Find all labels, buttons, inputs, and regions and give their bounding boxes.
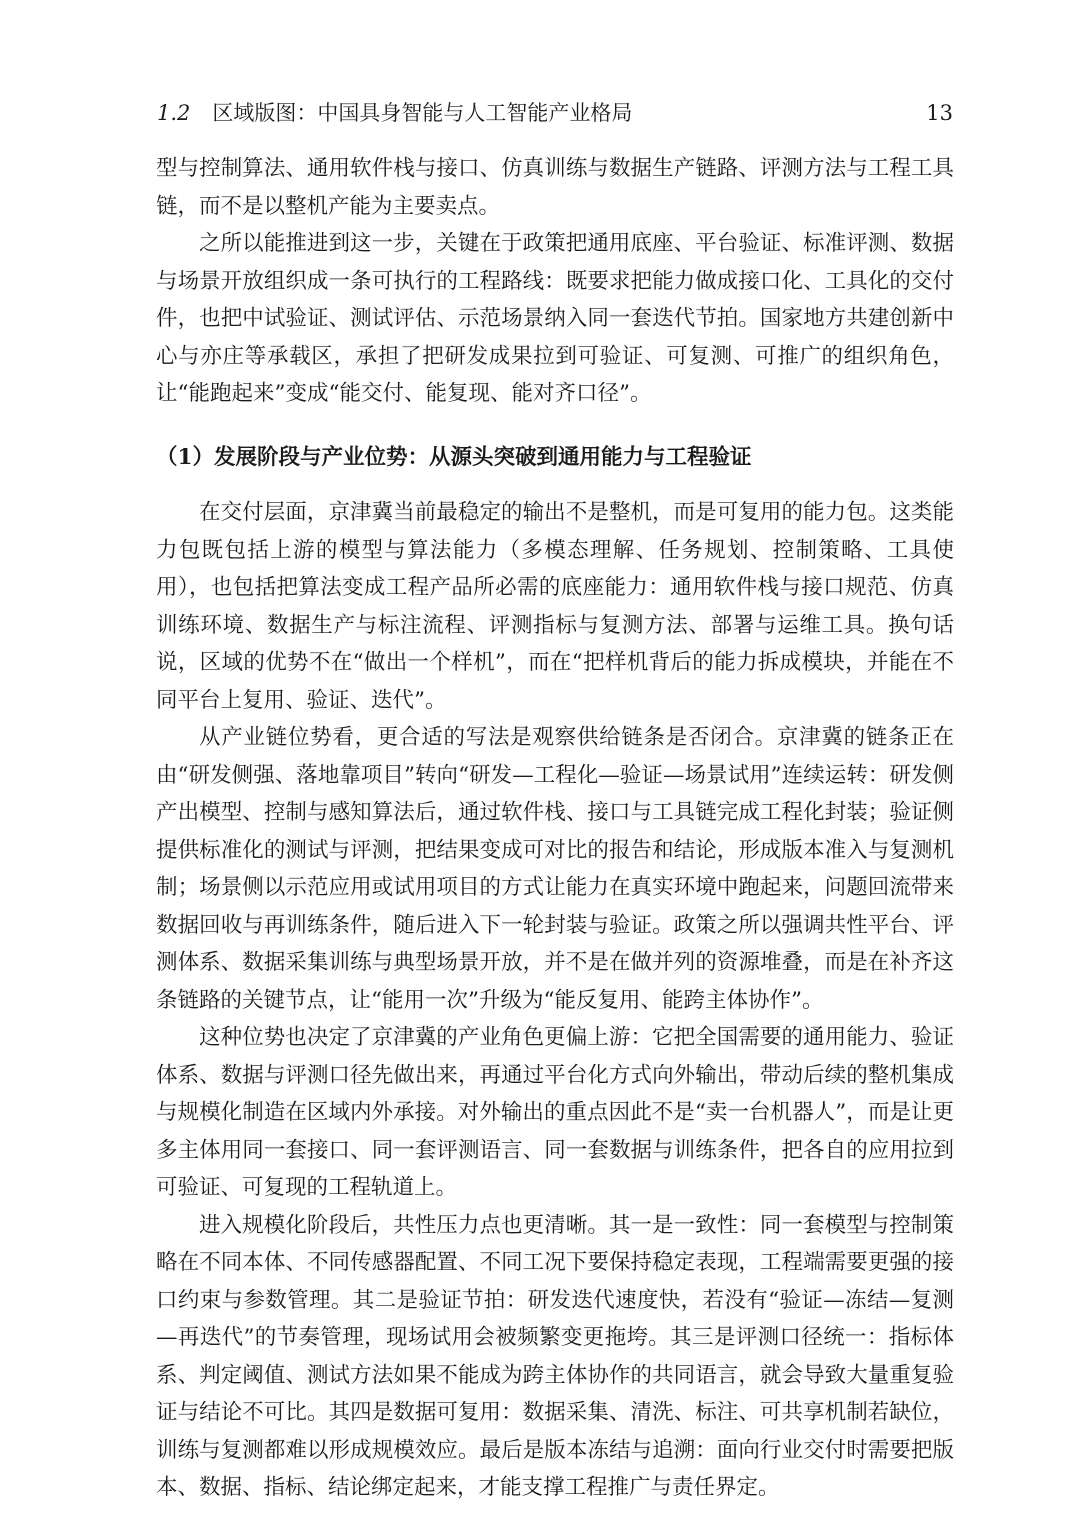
paragraph: 在交付层面，京津冀当前最稳定的输出不是整机，而是可复用的能力包。这类能力包既包括上游的模型与算法能力（多模态理解、任务规划、控制策略、工具使用），也包括把算法变成工程产品所必需的底座能力：通用软件栈与接口规范、仿真训练环境、数据生产与标注流程、评测指标与复测方法、部署与运维工具。换句话说，区域的优势不在“做出一个样机”，而在“把样机背后的能力拆成模块，并能在不同平台上复用、验证、迭代”。	[156, 500, 954, 713]
section-title: 区域版图：中国具身智能与人工智能产业格局	[212, 101, 633, 125]
paragraph: 这种位势也决定了京津冀的产业角色更偏上游：它把全国需要的通用能力、验证体系、数据与评测口径先做出来，再通过平台化方式向外输出，带动后续的整机集成与规模化制造在区域内外承接。对外输出的重点因此不是“卖一台机器人”，而是让更多主体用同一套接口、同一套评测语言、同一套数据与训练条件，把各自的应用拉到可验证、可复现的工程轨道上。	[156, 1025, 954, 1200]
paragraph: 型与控制算法、通用软件栈与接口、仿真训练与数据生产链路、评测方法与工程工具链，而不是以整机产能为主要卖点。	[156, 156, 954, 219]
paragraph: 之所以能推进到这一步，关键在于政策把通用底座、平台验证、标准评测、数据与场景开放组织成一条可执行的工程路线：既要求把能力做成接口化、工具化的交付件，也把中试验证、测试评估、示范场景纳入同一套迭代节拍。国家地方共建创新中心与亦庄等承载区，承担了把研发成果拉到可验证、可复测、可推广的组织角色，让“能跑起来”变成“能交付、能复现、能对齐口径”。	[156, 231, 954, 406]
section-heading: （1）发展阶段与产业位势：从源头突破到通用能力与工程验证	[156, 444, 752, 470]
body-text	[156, 150, 954, 1507]
section-number: 1.2	[157, 101, 191, 125]
paragraph: 从产业链位势看，更合适的写法是观察供给链条是否闭合。京津冀的链条正在由“研发侧强、落地靠项目”转向“研发—工程化—验证—场景试用”连续运转：研发侧产出模型、控制与感知算法后，通过软件栈、接口与工具链完成工程化封装；验证侧提供标准化的测试与评测，把结果变成可对比的报告和结论，形成版本准入与复测机制；场景侧以示范应用或试用项目的方式让能力在真实环境中跑起来，问题回流带来数据回收与再训练条件，随后进入下一轮封装与验证。政策之所以强调共性平台、评测体系、数据采集训练与典型场景开放，并不是在做并列的资源堆叠，而是在补齐这条链路的关键节点，让“能用一次”升级为“能反复用、能跨主体协作”。	[156, 725, 954, 1013]
paragraph: 进入规模化阶段后，共性压力点也更清晰。其一是一致性：同一套模型与控制策略在不同本体、不同传感器配置、不同工况下要保持稳定表现，工程端需要更强的接口约束与参数管理。其二是验证节拍：研发迭代速度快，若没有“验证—冻结—复测—再迭代”的节奏管理，现场试用会被频繁变更拖垮。其三是评测口径统一：指标体系、判定阈值、测试方法如果不能成为跨主体协作的共同语言，就会导致大量重复验证与结论不可比。其四是数据可复用：数据采集、清洗、标注、可共享机制若缺位，训练与复测都难以形成规模效应。最后是版本冻结与追溯：面向行业交付时需要把版本、数据、指标、结论绑定起来，才能支撑工程推广与责任界定。	[156, 1212, 954, 1500]
page-number: 13	[926, 101, 953, 125]
running-header	[157, 96, 953, 130]
